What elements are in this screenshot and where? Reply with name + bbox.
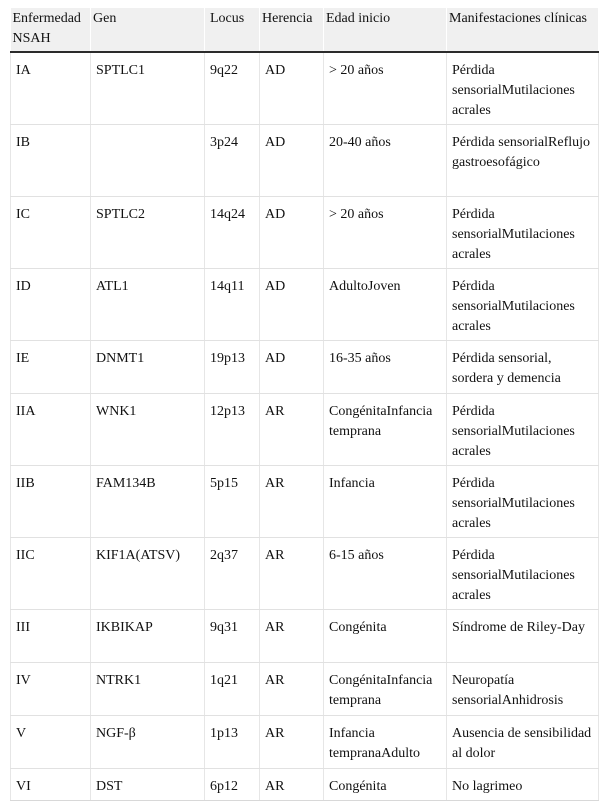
cell-gene: ATL1 — [91, 269, 205, 341]
cell-gene: NTRK1 — [91, 663, 205, 716]
table-row — [11, 538, 599, 610]
cell-disease: IIA — [11, 394, 91, 466]
cell-manifestations: Pérdida sensorialMutilaciones acrales — [447, 538, 599, 610]
cell-disease: IE — [11, 341, 91, 394]
table-row — [11, 663, 599, 716]
cell-gene: IKBIKAP — [91, 610, 205, 663]
cell-gene: SPTLC2 — [91, 197, 205, 269]
cell-inheritance: AR — [260, 663, 324, 716]
table-row — [11, 769, 599, 801]
cell-inheritance: AR — [260, 716, 324, 769]
table-row — [11, 716, 599, 769]
cell-manifestations: Ausencia de sensibilidad al dolor — [447, 716, 599, 769]
cell-onset: CongénitaInfancia temprana — [324, 394, 447, 466]
table-row — [11, 52, 599, 125]
cell-locus: 1q21 — [205, 663, 260, 716]
cell-gene: FAM134B — [91, 466, 205, 538]
cell-manifestations: Pérdida sensorial, sordera y demencia — [447, 341, 599, 394]
cell-gene: WNK1 — [91, 394, 205, 466]
cell-onset: CongénitaInfancia temprana — [324, 663, 447, 716]
cell-disease: VI — [11, 769, 91, 801]
table-header — [11, 8, 599, 52]
cell-manifestations: Pérdida sensorialMutilaciones acrales — [447, 197, 599, 269]
cell-disease: IB — [11, 125, 91, 197]
cell-inheritance: AD — [260, 52, 324, 125]
cell-locus: 14q11 — [205, 269, 260, 341]
table-row — [11, 125, 599, 197]
cell-gene: DNMT1 — [91, 341, 205, 394]
cell-onset: 16-35 años — [324, 341, 447, 394]
cell-onset: Infancia tempranaAdulto — [324, 716, 447, 769]
cell-gene: SPTLC1 — [91, 52, 205, 125]
cell-onset: AdultoJoven — [324, 269, 447, 341]
cell-manifestations: Neuropatía sensorialAnhidrosis — [447, 663, 599, 716]
cell-manifestations: Pérdida sensorialReflujo gastroesofágico — [447, 125, 599, 197]
cell-locus: 2q37 — [205, 538, 260, 610]
cell-locus: 12p13 — [205, 394, 260, 466]
table-row — [11, 341, 599, 394]
cell-inheritance: AR — [260, 394, 324, 466]
cell-manifestations: Pérdida sensorialMutilaciones acrales — [447, 466, 599, 538]
cell-inheritance: AR — [260, 466, 324, 538]
cell-onset: > 20 años — [324, 197, 447, 269]
cell-locus: 6p12 — [205, 769, 260, 801]
cell-onset: Congénita — [324, 769, 447, 801]
table-row — [11, 610, 599, 663]
cell-locus: 5p15 — [205, 466, 260, 538]
table-body — [11, 52, 599, 801]
cell-gene: NGF-β — [91, 716, 205, 769]
cell-inheritance: AR — [260, 538, 324, 610]
cell-manifestations: Pérdida sensorialMutilaciones acrales — [447, 269, 599, 341]
nsah-table — [10, 8, 599, 801]
cell-locus: 14q24 — [205, 197, 260, 269]
header-onset: Edad inicio — [324, 8, 447, 52]
cell-inheritance: AR — [260, 610, 324, 663]
header-inheritance: Herencia — [260, 8, 324, 52]
cell-disease: ID — [11, 269, 91, 341]
cell-inheritance: AD — [260, 269, 324, 341]
table-row — [11, 466, 599, 538]
cell-gene — [91, 125, 205, 197]
header-manifestations: Manifestaciones clínicas — [447, 8, 599, 52]
cell-inheritance: AD — [260, 341, 324, 394]
header-gene: Gen — [91, 8, 205, 52]
cell-onset: 6-15 años — [324, 538, 447, 610]
cell-inheritance: AR — [260, 769, 324, 801]
cell-gene: DST — [91, 769, 205, 801]
cell-locus: 1p13 — [205, 716, 260, 769]
table-row — [11, 197, 599, 269]
cell-locus: 3p24 — [205, 125, 260, 197]
cell-inheritance: AD — [260, 197, 324, 269]
cell-disease: IC — [11, 197, 91, 269]
header-disease: Enfermedad NSAH — [11, 8, 91, 52]
cell-onset: Congénita — [324, 610, 447, 663]
header-locus: Locus — [205, 8, 260, 52]
header-row — [11, 8, 599, 52]
cell-onset: > 20 años — [324, 52, 447, 125]
cell-manifestations: Pérdida sensorialMutilaciones acrales — [447, 52, 599, 125]
cell-locus: 19p13 — [205, 341, 260, 394]
cell-onset: 20-40 años — [324, 125, 447, 197]
table-row — [11, 394, 599, 466]
cell-inheritance: AD — [260, 125, 324, 197]
cell-manifestations: Pérdida sensorialMutilaciones acrales — [447, 394, 599, 466]
cell-disease: III — [11, 610, 91, 663]
cell-disease: IIC — [11, 538, 91, 610]
cell-disease: IA — [11, 52, 91, 125]
cell-locus: 9q22 — [205, 52, 260, 125]
cell-manifestations: Síndrome de Riley-Day — [447, 610, 599, 663]
table-row — [11, 269, 599, 341]
cell-disease: IV — [11, 663, 91, 716]
cell-locus: 9q31 — [205, 610, 260, 663]
cell-onset: Infancia — [324, 466, 447, 538]
cell-manifestations: No lagrimeo — [447, 769, 599, 801]
cell-disease: IIB — [11, 466, 91, 538]
cell-disease: V — [11, 716, 91, 769]
cell-gene: KIF1A(ATSV) — [91, 538, 205, 610]
